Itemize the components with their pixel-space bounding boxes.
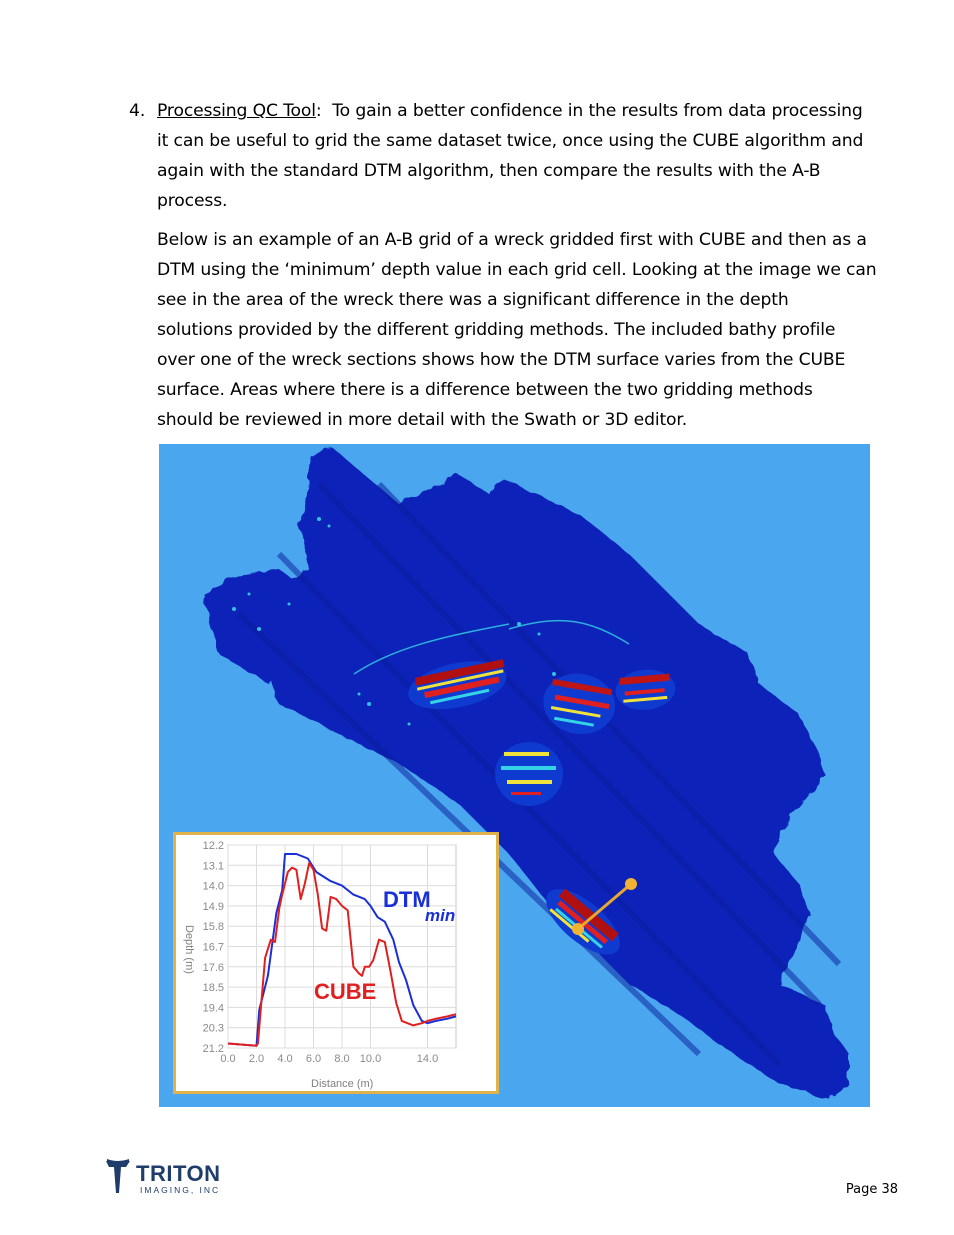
cube-series-label: CUBE	[314, 979, 377, 1004]
bathy-profile-chart	[176, 835, 496, 1091]
y-tick-label: 13.1	[202, 860, 224, 873]
item-paragraph	[157, 96, 902, 216]
ab-grid-figure	[159, 444, 870, 1107]
description-line: see in the area of the wreck there was a significant difference in the depth	[157, 290, 789, 310]
wreck-piece	[495, 742, 563, 806]
y-tick-label: 17.6	[202, 961, 224, 974]
description-line: over one of the wreck sections shows how the DTM surface varies from the CUBE	[157, 350, 846, 370]
description-line: DTM using the ‘minimum’ depth value in each grid cell. Looking at the image we can	[157, 260, 877, 280]
paragraph-line-4: process.	[157, 191, 228, 211]
y-tick-label: 16.7	[202, 941, 224, 954]
y-tick-label: 14.0	[202, 880, 224, 893]
x-tick-label: 14.0	[416, 1053, 439, 1065]
dtm-series-subscript: min	[425, 906, 456, 925]
y-tick-label: 18.5	[202, 982, 224, 995]
logo-subtitle: IMAGING, INC	[140, 1185, 221, 1195]
y-axis-label: Depth (m)	[183, 925, 195, 974]
y-tick-label: 20.3	[202, 1022, 224, 1035]
x-tick-label: 10.0	[359, 1053, 382, 1065]
list-number: 4.	[129, 101, 146, 121]
x-tick-label: 6.0	[305, 1053, 322, 1065]
item-heading: Processing QC Tool	[157, 101, 316, 121]
y-tick-label: 12.2	[202, 840, 224, 852]
y-tick-label: 21.2	[202, 1043, 224, 1055]
y-tick-label: 15.8	[202, 921, 224, 934]
x-axis-label: Distance (m)	[311, 1078, 374, 1090]
description-line: should be reviewed in more detail with the Swath or 3D editor.	[157, 410, 688, 430]
y-tick-label: 19.4	[202, 1002, 224, 1015]
paragraph-line-2: it can be useful to grid the same dataset twice, once using the CUBE algorithm and	[157, 131, 864, 151]
paragraph-line-1: Processing QC Tool: To gain a better confidence in the results from data processing	[157, 101, 863, 121]
description-paragraph	[157, 225, 902, 435]
x-tick-label: 8.0	[334, 1053, 350, 1065]
description-line: Below is an example of an A-B grid of a wreck gridded first with CUBE and then as a	[157, 230, 867, 250]
bathy-profile-inset	[173, 832, 499, 1094]
x-tick-label: 2.0	[248, 1053, 265, 1065]
dtm-series-label: DTM	[383, 887, 431, 912]
page-number: Page 38	[845, 1182, 898, 1197]
description-line: solutions provided by the different gridding methods. The included bathy profile	[157, 320, 836, 340]
y-tick-label: 14.9	[202, 900, 224, 913]
triton-logo-mark	[104, 1157, 234, 1199]
triton-logo	[104, 1157, 234, 1199]
description-line: surface. Areas where there is a difference between the two gridding methods	[157, 380, 813, 400]
x-tick-label: 4.0	[277, 1053, 293, 1065]
paragraph-line-3: again with the standard DTM algorithm, then compare the results with the A-B	[157, 161, 821, 181]
x-tick-label: 0.0	[220, 1053, 236, 1065]
logo-name: TRITON	[136, 1161, 221, 1186]
